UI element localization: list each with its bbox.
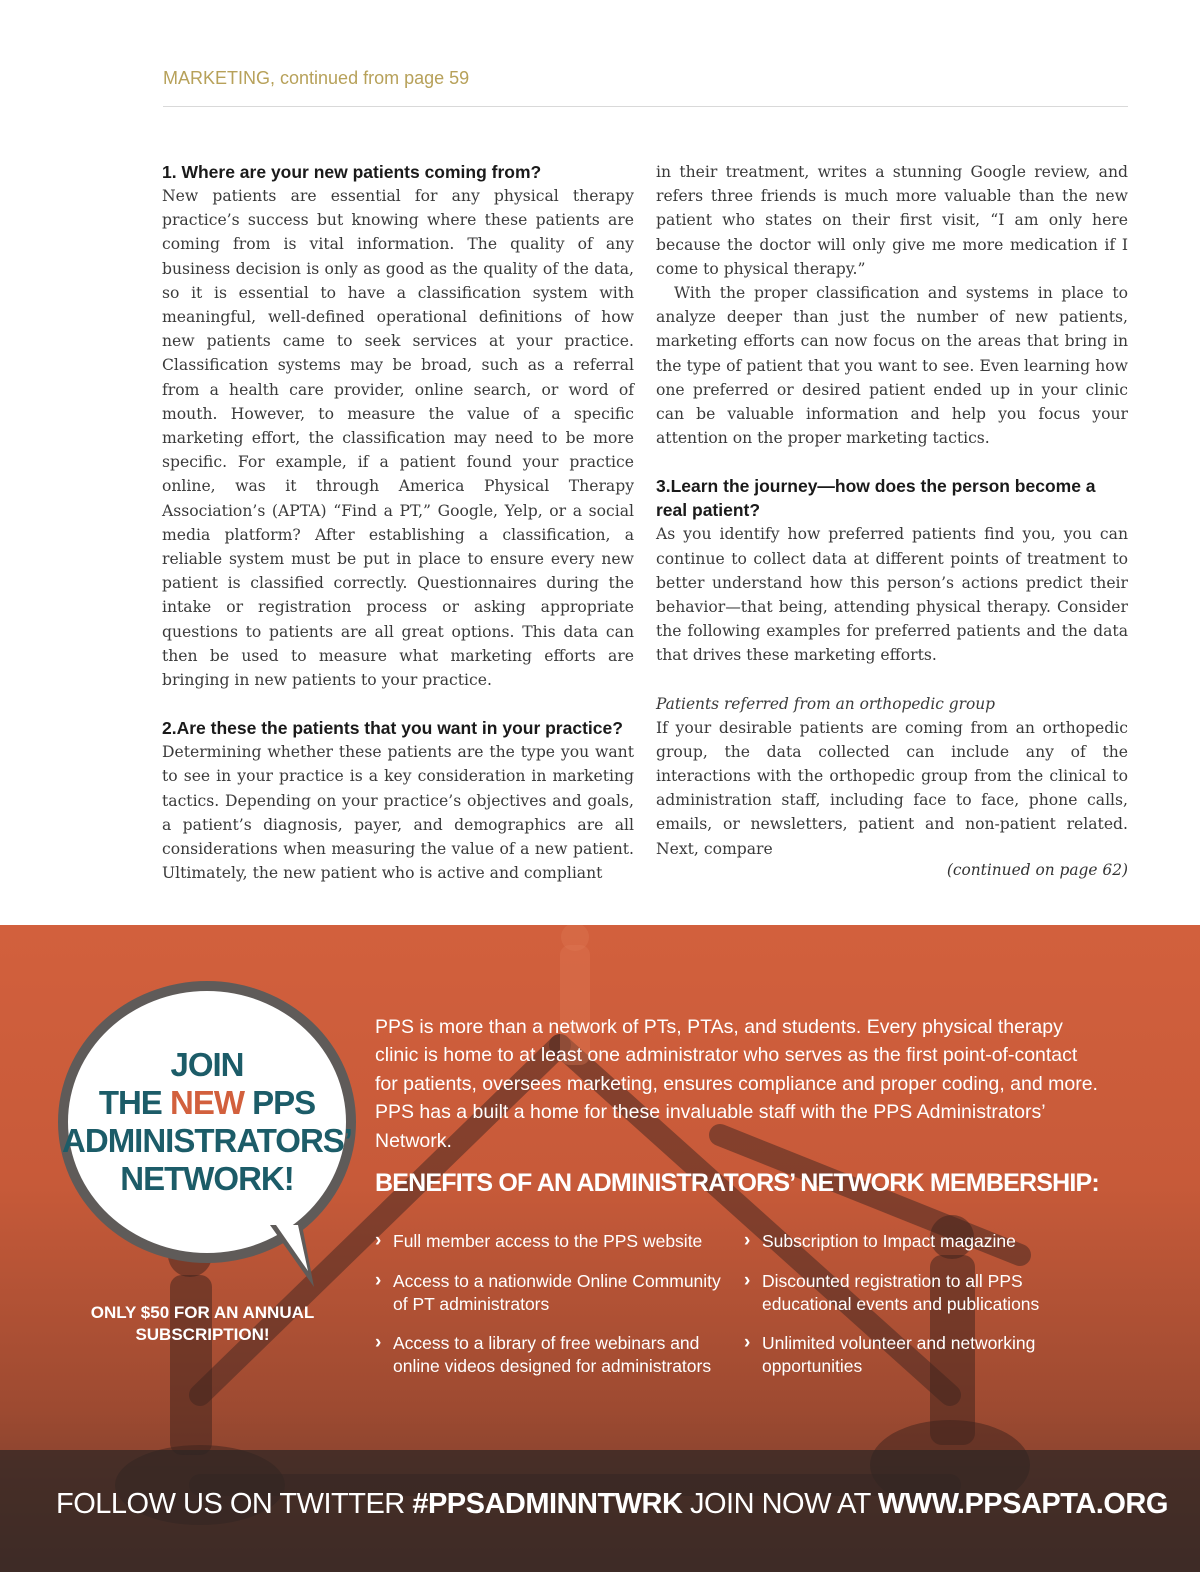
chevron-right-icon: › xyxy=(744,1332,751,1353)
benefit-text: Access to a nationwide Online Community of PT administrators xyxy=(393,1271,721,1314)
chevron-right-icon: › xyxy=(375,1230,382,1251)
bubble-line-3: ADMINISTRATORS’ xyxy=(62,1122,352,1159)
section-2-body: Determining whether these patients are the type you want to see in your practice is a key consideration in marketing tactics. Depending on your practice’s objectives and goals, a patient’s diagnosis, payer, and demographics are all considerations when measuring the value of a new patient. Ultimately, the new patient who is active and compliant xyxy=(162,743,634,883)
section-3-heading: 3.Learn the journey—how does the person become a real patient? xyxy=(656,476,1096,521)
benefit-item xyxy=(744,1270,1094,1315)
benefit-item xyxy=(375,1270,725,1315)
benefit-text: Access to a library of free webinars and online videos designed for administrators xyxy=(393,1333,712,1376)
chevron-right-icon: › xyxy=(375,1332,382,1353)
continued-note: (continued on page 62) xyxy=(946,861,1128,879)
join-speech-bubble xyxy=(58,981,356,1263)
footer-follow: FOLLOW US ON TWITTER xyxy=(56,1488,413,1520)
benefits-heading: BENEFITS OF AN ADMINISTRATORS’ NETWORK MEMBERSHIP: xyxy=(375,1169,1099,1197)
section-3-body: As you identify how preferred patients find you, you can continue to collect data at different points of treatment to better understand how this person’s actions predict their behavior—that being, attending physical therapy. Consider the following examples for preferred patients and the data that drives these marketing efforts. xyxy=(656,525,1128,665)
benefit-text: Full member access to the PPS website xyxy=(393,1231,703,1251)
header-divider xyxy=(163,106,1128,107)
bubble-line-2a: THE xyxy=(98,1084,170,1121)
website-link[interactable]: WWW.PPSAPTA.ORG xyxy=(877,1488,1168,1520)
benefit-item xyxy=(744,1332,1094,1377)
twitter-hashtag[interactable]: #PPSADMINNTWRK xyxy=(412,1488,683,1520)
section-2-body-continued: in their treatment, writes a stunning Google review, and refers three friends is much more valuable than the new patient who states on their first visit, “I am only here because the doctor will only give me more medication if I come to physical therapy.” xyxy=(656,163,1128,278)
orthopedic-body: If your desirable patients are coming from an orthopedic group, the data collected can include any of the interactions with the orthopedic group from the clinical to administration staff, including face to face, phone calls, emails, or newsletters, patient and non-patient related. Next, compare xyxy=(656,718,1128,858)
ad-intro-text: PPS is more than a network of PTs, PTAs, and students. Every physical therapy clinic is home to at least one administrator who serves as the first point-of-contact for patients, oversees marketing, ensures compliance and proper coding, and more. PPS has a built a home for these invaluable staff with the PPS Administrators’ Network. xyxy=(375,1016,1098,1152)
chevron-right-icon: › xyxy=(744,1270,751,1291)
benefit-text: Unlimited volunteer and networking opportunities xyxy=(762,1333,1036,1376)
section-2-body-paragraph-2: With the proper classification and systems in place to analyze deeper than just the number of new patients, marketing efforts can now focus on the areas that bring in the type of patient that you want to see. Even learning how one preferred or desired patient ended up in your clinic can be valuable information and help you focus your attention on the proper marketing tactics. xyxy=(656,284,1128,448)
bubble-new-highlight: NEW xyxy=(169,1084,244,1121)
footer-join: JOIN NOW AT xyxy=(682,1488,878,1520)
bubble-line-2 xyxy=(99,1084,315,1122)
footer-cta xyxy=(56,1488,1168,1521)
chevron-right-icon: › xyxy=(375,1270,382,1291)
right-column xyxy=(656,160,1128,861)
benefit-item xyxy=(744,1230,1094,1253)
bubble-line-1: JOIN xyxy=(170,1046,244,1083)
section-1-heading: 1. Where are your new patients coming from? xyxy=(162,162,542,182)
benefit-text: Discounted registration to all PPS educational events and publications xyxy=(762,1271,1040,1314)
bubble-line-2b: PPS xyxy=(243,1084,316,1121)
orthopedic-subheading: Patients referred from an orthopedic group xyxy=(656,694,996,713)
benefit-text: Subscription to Impact magazine xyxy=(762,1231,1016,1251)
speech-bubble-tail xyxy=(262,1225,332,1295)
chevron-right-icon: › xyxy=(744,1230,751,1251)
bubble-line-4: NETWORK! xyxy=(120,1160,294,1197)
section-1-body: New patients are essential for any physical therapy practice’s success but knowing where these patients are coming from is vital information. The quality of any business decision is only as good as the quality of the data, so it is essential to have a classification system with meaningful, well-defined operational definitions of how new patients came to seek services at your practice. Classification systems may be broad, such as a referral from a health care provider, online search, or word of mouth. However, to measure the value of a specific marketing effort, the classification may need to be more specific. For example, if a patient found your practice online, was it through America Physical Therapy Association’s (APTA) “Find a PT,” Google, Yelp, or a social media platform? After establishing a classification, a reliable system must be put in place to ensure every new patient is classified correctly. Questionnaires during the intake or registration process or asking appropriate questions to patients are all great options. This data can then be used to measure what marketing efforts are bringing in new patients to your practice. xyxy=(162,187,634,690)
administrators-network-ad xyxy=(0,925,1200,1572)
running-head: MARKETING, continued from page 59 xyxy=(163,68,470,88)
price-note: ONLY $50 FOR AN ANNUAL SUBSCRIPTION! xyxy=(90,1303,315,1344)
benefit-item xyxy=(375,1332,725,1377)
benefit-item xyxy=(375,1230,725,1253)
section-2-heading: 2.Are these the patients that you want in your practice? xyxy=(162,718,623,739)
left-column xyxy=(162,160,634,885)
